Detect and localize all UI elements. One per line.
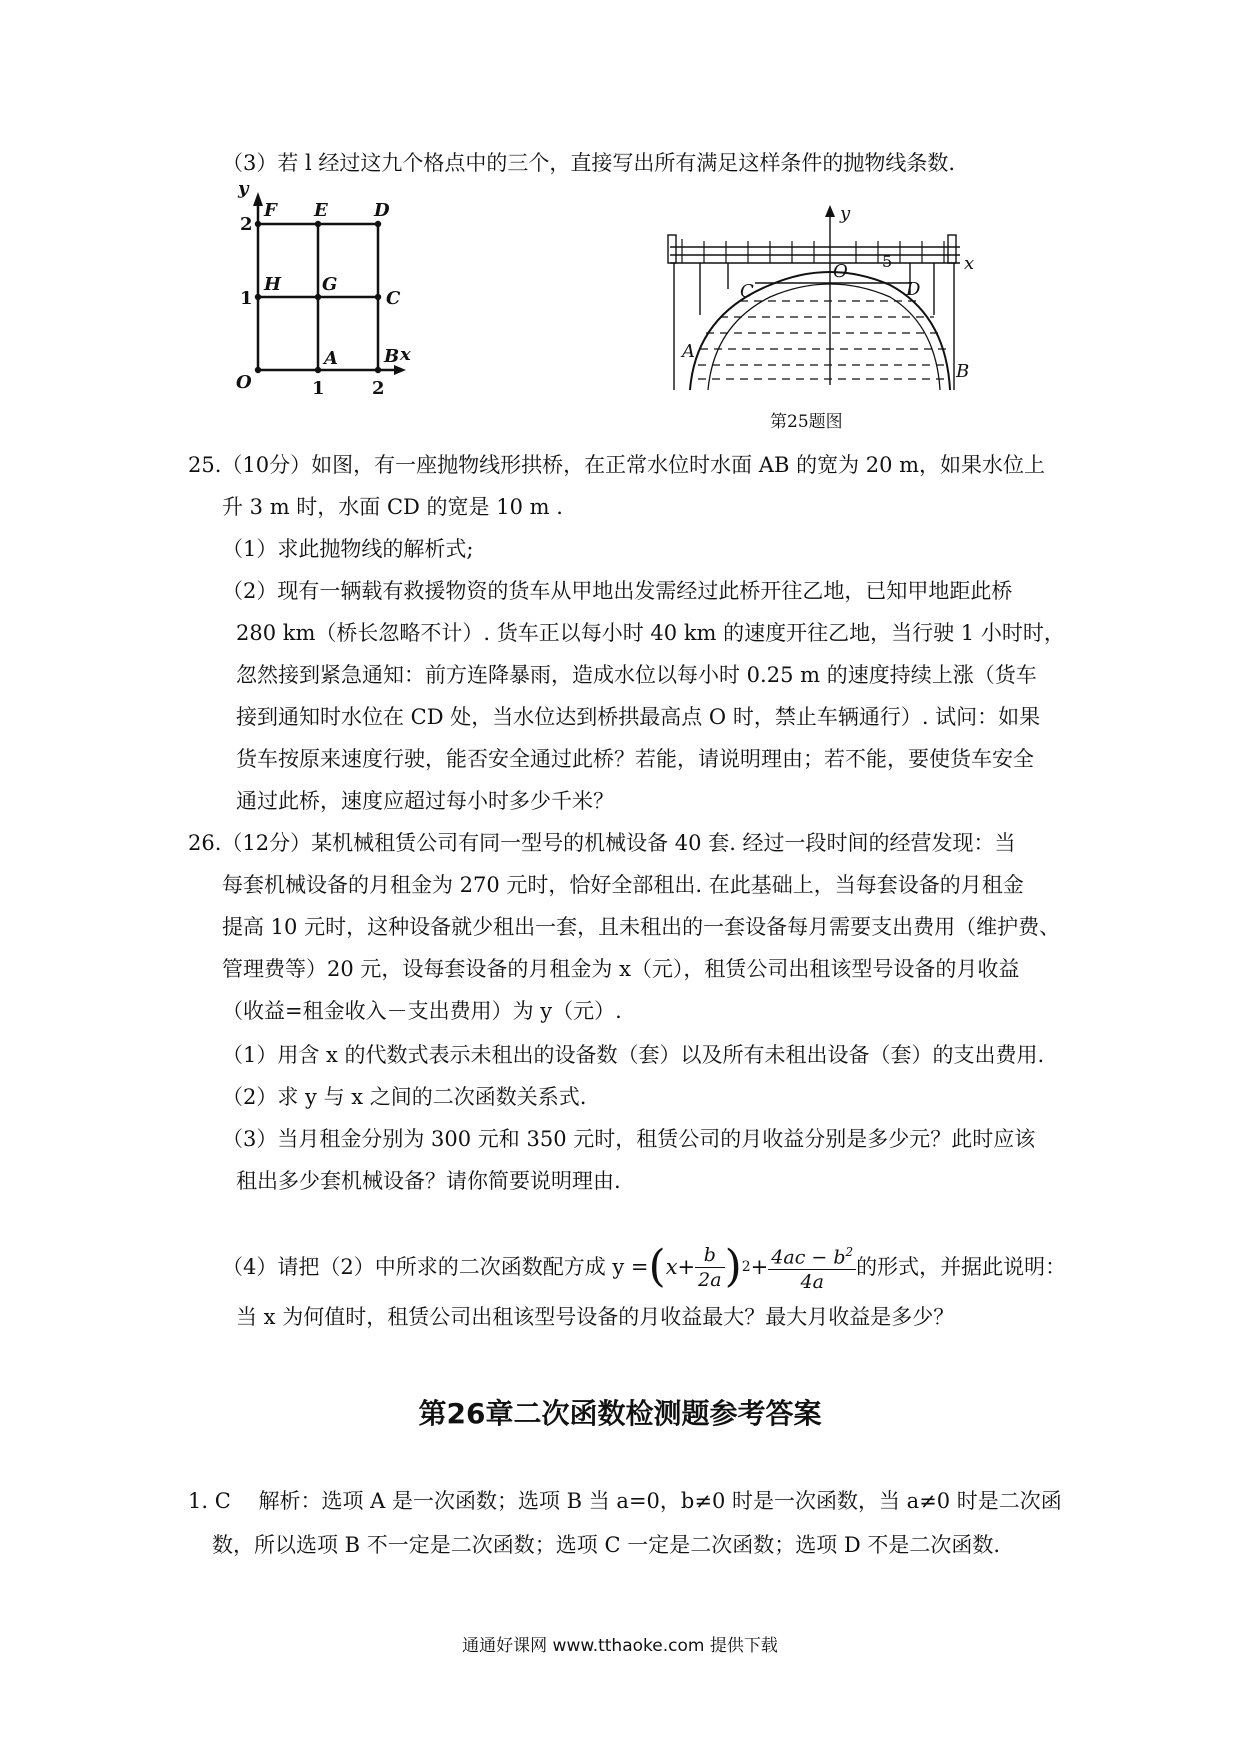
bridge-point-D: D — [906, 279, 921, 300]
fraction-denominator-4a: 4a — [800, 1271, 824, 1294]
tick-x-2: 2 — [372, 378, 385, 399]
fraction-denominator-2a: 2a — [698, 1268, 722, 1291]
point-C: C — [386, 288, 401, 309]
q25-line2: 升 3 m 时，水面 CD 的宽是 10 m . — [222, 495, 563, 519]
q26-line1: 26.（12分）某机械租赁公司有同一型号的机械设备 40 套. 经过一段时间的经营发现：当 — [188, 831, 1016, 855]
fraction-numerator-b: b — [695, 1243, 724, 1268]
q26-part1: （1）用含 x 的代数式表示未租出的设备数（套）以及所有未租出设备（套）的支出费用. — [222, 1043, 1045, 1067]
q25-part2-line2: 280 km（桥长忽略不计）. 货车正以每小时 40 km 的速度开往乙地，当行驶 1 小时时， — [236, 621, 1065, 645]
tick-y-2: 2 — [240, 214, 253, 235]
q25-part2-line5: 货车按原来速度行驶，能否安全通过此桥？若能，请说明理由；若不能，要使货车安全 — [236, 747, 1034, 771]
bridge-origin-label: O — [833, 261, 848, 282]
q26-part4-suffix: 的形式，并据此说明： — [856, 1255, 1067, 1279]
grid-axis-x-label: x — [400, 344, 411, 365]
answer1-line1: 1. C 解析：选项 A 是一次函数；选项 B 当 a=0，b≠0 时是一次函数，当 a≠0 时是二次函 — [188, 1489, 1062, 1513]
fraction-numerator-4ac-b2: $4ac - b^2$ — [768, 1240, 856, 1270]
q26-part4-prefix: （4）请把（2）中所求的二次函数配方成 y = — [222, 1255, 649, 1279]
q25-part2-line6: 通过此桥，速度应超过每小时多少千米？ — [236, 789, 614, 813]
square-exponent: 2 — [741, 1259, 751, 1275]
point-D: D — [374, 200, 390, 221]
q26-part2: （2）求 y 与 x 之间的二次函数关系式. — [222, 1085, 587, 1109]
y-arrow-icon — [253, 192, 263, 206]
q25-part2-line3: 忽然接到紧急通知：前方连降暴雨，造成水位以每小时 0.25 m 的速度持续上涨（货车 — [236, 663, 1037, 687]
answers-title: 第26章二次函数检测题参考答案 — [418, 1397, 822, 1430]
fraction-b-over-2a — [695, 1243, 724, 1292]
q25-part2-line4: 接到通知时水位在 CD 处，当水位达到桥拱最高点 O 时，禁止车辆通行）. 试问：如果 — [236, 705, 1041, 729]
point-B: B — [384, 346, 400, 367]
bridge-figure-caption: 第25题图 — [770, 412, 843, 432]
q26-line5: （收益=租金收入－支出费用）为 y（元）. — [222, 999, 622, 1023]
q26-part4-line2: 当 x 为何值时，租赁公司出租该型号设备的月收益最大？最大月收益是多少？ — [236, 1305, 955, 1329]
bridge-figure — [660, 205, 980, 390]
tick-y-1: 1 — [240, 288, 253, 309]
footer: 通通好课网 www.tthaoke.com 提供下载 — [462, 1636, 778, 1656]
bridge-y-arrow-icon — [825, 205, 835, 217]
q25-part1: （1）求此抛物线的解析式; — [222, 537, 474, 561]
formula-x: x — [665, 1255, 678, 1279]
point-G: G — [322, 274, 338, 295]
point-E: E — [314, 200, 328, 221]
q26-line3: 提高 10 元时，这种设备就少租出一套，且未租出的一套设备每月需要支出费用（维护费、 — [222, 915, 1061, 939]
fraction-4ac-b2-over-4a — [768, 1240, 856, 1294]
grid-axis-y-label: y — [238, 178, 249, 199]
q25-line1: 25.（10分）如图，有一座抛物线形拱桥，在正常水位时水面 AB 的宽为 20 m，如果水位上 — [188, 453, 1046, 477]
bridge-axis-x-label: x — [964, 253, 975, 274]
q24-part3: （3）若 l 经过这九个格点中的三个，直接写出所有满足这样条件的抛物线条数. — [222, 151, 956, 175]
point-A: A — [324, 348, 338, 369]
right-paren: ) — [724, 1241, 742, 1292]
q26-line2: 每套机械设备的月租金为 270 元时，恰好全部租出. 在此基础上，当每套设备的月租金 — [222, 873, 1024, 897]
q26-part3-line1: （3）当月租金分别为 300 元和 350 元时，租赁公司的月收益分别是多少元？此时应该 — [222, 1127, 1036, 1151]
point-F: F — [264, 200, 277, 221]
bridge-axis-y-label: y — [840, 203, 851, 224]
bridge-point-A: A — [682, 341, 695, 362]
q26-line4: 管理费等）20 元，设每套设备的月租金为 x（元），租赁公司出租该型号设备的月收益 — [222, 957, 1020, 981]
bridge-point-B: B — [956, 361, 970, 382]
q25-part2-line1: （2）现有一辆载有救援物资的货车从甲地出发需经过此桥开往乙地，已知甲地距此桥 — [222, 579, 1013, 603]
answer1-line2: 数，所以选项 B 不一定是二次函数；选项 C 一定是二次函数；选项 D 不是二次函数. — [212, 1533, 1001, 1557]
point-H: H — [264, 274, 282, 295]
grid-origin-label: O — [236, 372, 252, 393]
tick-x-1: 1 — [312, 378, 325, 399]
bridge-tick-5: 5 — [882, 252, 893, 271]
q26-part4-line1: （4）请把（2）中所求的二次函数配方成 y = ( x + $\frac{b}{2a}$ ) 2 + $\frac{4ac - b^2}{4a}$ 的形式，并据此说明： — [222, 1241, 1067, 1294]
bridge-point-C: C — [740, 281, 754, 302]
grid-figure — [236, 178, 468, 415]
left-paren: ( — [648, 1241, 666, 1292]
q26-part3-line2: 租出多少套机械设备？请你简要说明理由. — [236, 1169, 621, 1193]
